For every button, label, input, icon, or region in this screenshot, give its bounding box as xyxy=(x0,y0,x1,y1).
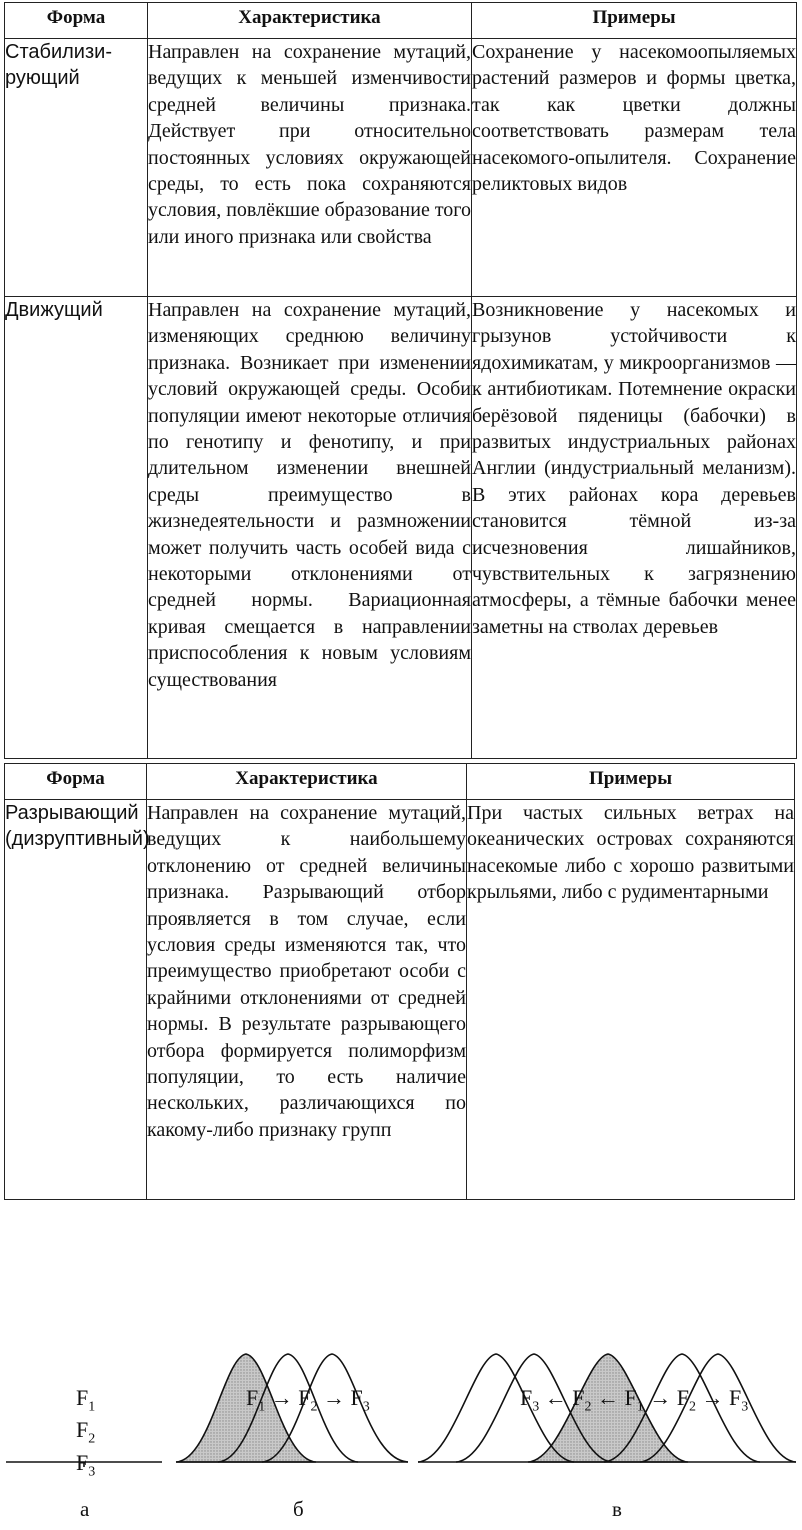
label-f3: $F_3$ xyxy=(76,1450,96,1480)
table-header-row xyxy=(5,764,795,800)
header-examples: Примеры xyxy=(467,764,795,800)
table-header-row xyxy=(5,3,797,39)
table-row-stabilizing xyxy=(5,39,797,297)
label-f-sequence-v: $F_3$ ← $F_2$ ← $F_1 \to F_2 \to F_3$ xyxy=(520,1385,749,1415)
panel-letter-a: а xyxy=(80,1497,90,1521)
form-cell: Стабилизирующий xyxy=(5,39,148,297)
form-cell: Разрывающий (дизруптивный) xyxy=(5,800,147,1200)
panel-letter-v: в xyxy=(612,1497,622,1521)
header-form: Форма xyxy=(5,3,148,39)
panel-letter-b: б xyxy=(293,1497,304,1521)
selection-curves-figure xyxy=(0,1210,802,1490)
header-characteristic: Характеристика xyxy=(147,764,467,800)
label-f-sequence-b: $F_1 \to F_2 \to F_3$ xyxy=(246,1385,370,1415)
selection-forms-table-1 xyxy=(4,2,797,759)
characteristic-cell: Направлен на сохранение мутаций, изменяющих среднюю величину признака. Возникает при изменении условий окружающей среды. Особи популяции имеют некоторые отличия по генотипу и фенотипу, и при длительном изменении внешней среды преимущество в жизнедеятельности и размножении может получить часть особей вида с некоторыми отклонениями от средней нормы. Вариационная кривая смещается в направлении приспособления к новым условиям существования xyxy=(148,297,472,759)
characteristic-cell: Направлен на сохранение мутаций, ведущих к меньшей изменчивости средней величины признака. Действует при относительно постоянных условиях окружающей среды, то есть пока сохраняются условия, повлёкшие образование того или иного признака или свойства xyxy=(148,39,472,297)
characteristic-cell: Направлен на сохранение мутаций, ведущих к наибольшему отклонению от средней величины признака. Разрывающий отбор проявляется в том случае, если условия среды изменяются так, что преимущество приобретают особи с крайними отклонениями от средней нормы. В результате разрывающего отбора формируется полиморфизм популяции, то есть наличие нескольких, различающихся по какому-либо признаку групп xyxy=(147,800,467,1200)
form-cell: Движущий xyxy=(5,297,148,759)
examples-cell: Сохранение у насекомоопыляемых растений размеров и формы цветка, так как цветки должны соответствовать размерам тела насекомого-опылителя. Сохранение реликтовых видов xyxy=(472,39,797,297)
header-form: Форма xyxy=(5,764,147,800)
selection-forms-table-2 xyxy=(4,763,795,1200)
label-f1: $F_1$ xyxy=(76,1385,96,1415)
examples-cell: Возникновение у насекомых и грызунов устойчивости к ядохимикатам, у микроорганизмов — к антибиотикам. Потемнение окраски берёзовой пяденицы (бабочки) в развитых индустриальных районах Англии (индустриальный меланизм). В этих районах кора деревьев становится тёмной из-за исчезновения лишайников, чувствительных к загрязнению атмосферы, а тёмные бабочки менее заметны на стволах деревьев xyxy=(472,297,797,759)
label-f2: $F_2$ xyxy=(76,1417,96,1447)
table-row-directional xyxy=(5,297,797,759)
header-characteristic: Характеристика xyxy=(148,3,472,39)
table-row-disruptive xyxy=(5,800,795,1200)
examples-cell: При частых сильных ветрах на океанических островах сохраняются насекомые либо с хорошо развитыми крыльями, либо с рудиментарными xyxy=(467,800,795,1200)
header-examples: Примеры xyxy=(472,3,797,39)
